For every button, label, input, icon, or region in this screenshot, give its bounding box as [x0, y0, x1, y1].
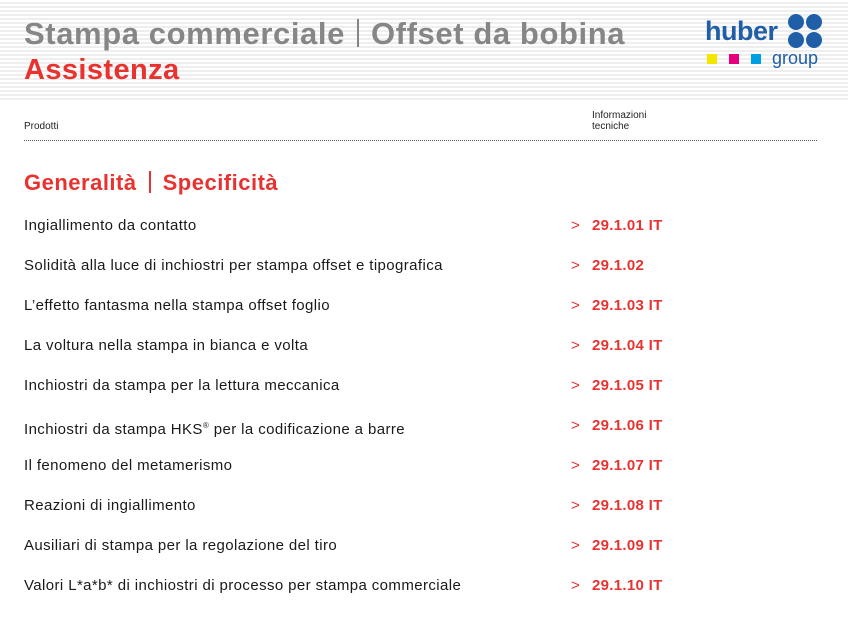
item-code-link[interactable]: 29.1.05 IT	[592, 377, 663, 394]
arrow-right-icon: >	[571, 257, 580, 274]
item-code-link[interactable]: 29.1.08 IT	[592, 497, 663, 514]
list-item[interactable]	[0, 574, 848, 598]
item-title-post: per la codificazione a barre	[209, 421, 406, 438]
item-code-link[interactable]: 29.1.02	[592, 257, 645, 274]
title-separator	[357, 19, 359, 47]
page-subtitle: Assistenza	[24, 54, 180, 86]
item-title: Ingiallimento da contatto	[24, 217, 197, 234]
title-left: Stampa commerciale	[24, 16, 345, 51]
item-code-link[interactable]: 29.1.09 IT	[592, 537, 663, 554]
item-title	[24, 414, 405, 442]
item-title: L’effetto fantasma nella stampa offset foglio	[24, 297, 330, 314]
arrow-right-icon: >	[571, 417, 580, 434]
nav-tech-info-link[interactable]	[592, 110, 646, 132]
list-item[interactable]	[0, 214, 848, 238]
arrow-right-icon: >	[571, 337, 580, 354]
item-code-link[interactable]: 29.1.04 IT	[592, 337, 663, 354]
section-separator	[149, 171, 151, 193]
list-item[interactable]	[0, 374, 848, 398]
arrow-right-icon: >	[571, 577, 580, 594]
item-code-link[interactable]: 29.1.03 IT	[592, 297, 663, 314]
section-heading	[24, 168, 278, 198]
page-title	[24, 14, 625, 54]
item-title: Solidità alla luce di inchiostri per stampa offset e tipografica	[24, 257, 443, 274]
item-title: Inchiostri da stampa per la lettura meccanica	[24, 377, 340, 394]
arrow-right-icon: >	[571, 217, 580, 234]
arrow-right-icon: >	[571, 537, 580, 554]
item-title: La voltura nella stampa in bianca e volta	[24, 337, 309, 354]
logo-word: huber	[705, 16, 778, 46]
dotted-divider	[24, 140, 817, 141]
item-title: Ausiliari di stampa per la regolazione del tiro	[24, 537, 338, 554]
list-item[interactable]	[0, 254, 848, 278]
list-item[interactable]	[0, 414, 848, 438]
arrow-right-icon: >	[571, 297, 580, 314]
huber-group-logo[interactable]	[705, 14, 825, 74]
title-right: Offset da bobina	[370, 16, 626, 51]
nav-tech-info-line1: Informazioni	[592, 110, 647, 121]
logo-group-word: group	[772, 48, 819, 68]
registered-mark: ®	[202, 421, 210, 430]
nav-products-link[interactable]: Prodotti	[24, 121, 59, 132]
cyan-square-icon	[751, 54, 761, 64]
clover-logo-icon	[788, 14, 824, 50]
arrow-right-icon: >	[571, 457, 580, 474]
section-right: Specificità	[162, 170, 279, 195]
item-title: Reazioni di ingiallimento	[24, 497, 196, 514]
item-code-link[interactable]: 29.1.10 IT	[592, 577, 663, 594]
list-item[interactable]	[0, 534, 848, 558]
magenta-square-icon	[729, 54, 739, 64]
item-title: Valori L*a*b* di inchiostri di processo per stampa commerciale	[24, 577, 462, 594]
item-title: Il fenomeno del metamerismo	[24, 457, 233, 474]
yellow-square-icon	[707, 54, 717, 64]
list-item[interactable]	[0, 294, 848, 318]
arrow-right-icon: >	[571, 377, 580, 394]
list-item[interactable]	[0, 494, 848, 518]
item-code-link[interactable]: 29.1.06 IT	[592, 417, 663, 434]
list-item[interactable]	[0, 454, 848, 478]
list-item[interactable]	[0, 334, 848, 358]
item-code-link[interactable]: 29.1.01 IT	[592, 217, 663, 234]
item-title-pre: Inchiostri da stampa HKS	[24, 421, 203, 438]
nav-tech-info-line2: tecniche	[592, 121, 630, 132]
section-left: Generalità	[24, 170, 137, 195]
item-code-link[interactable]: 29.1.07 IT	[592, 457, 663, 474]
header-band	[0, 0, 848, 100]
arrow-right-icon: >	[571, 497, 580, 514]
